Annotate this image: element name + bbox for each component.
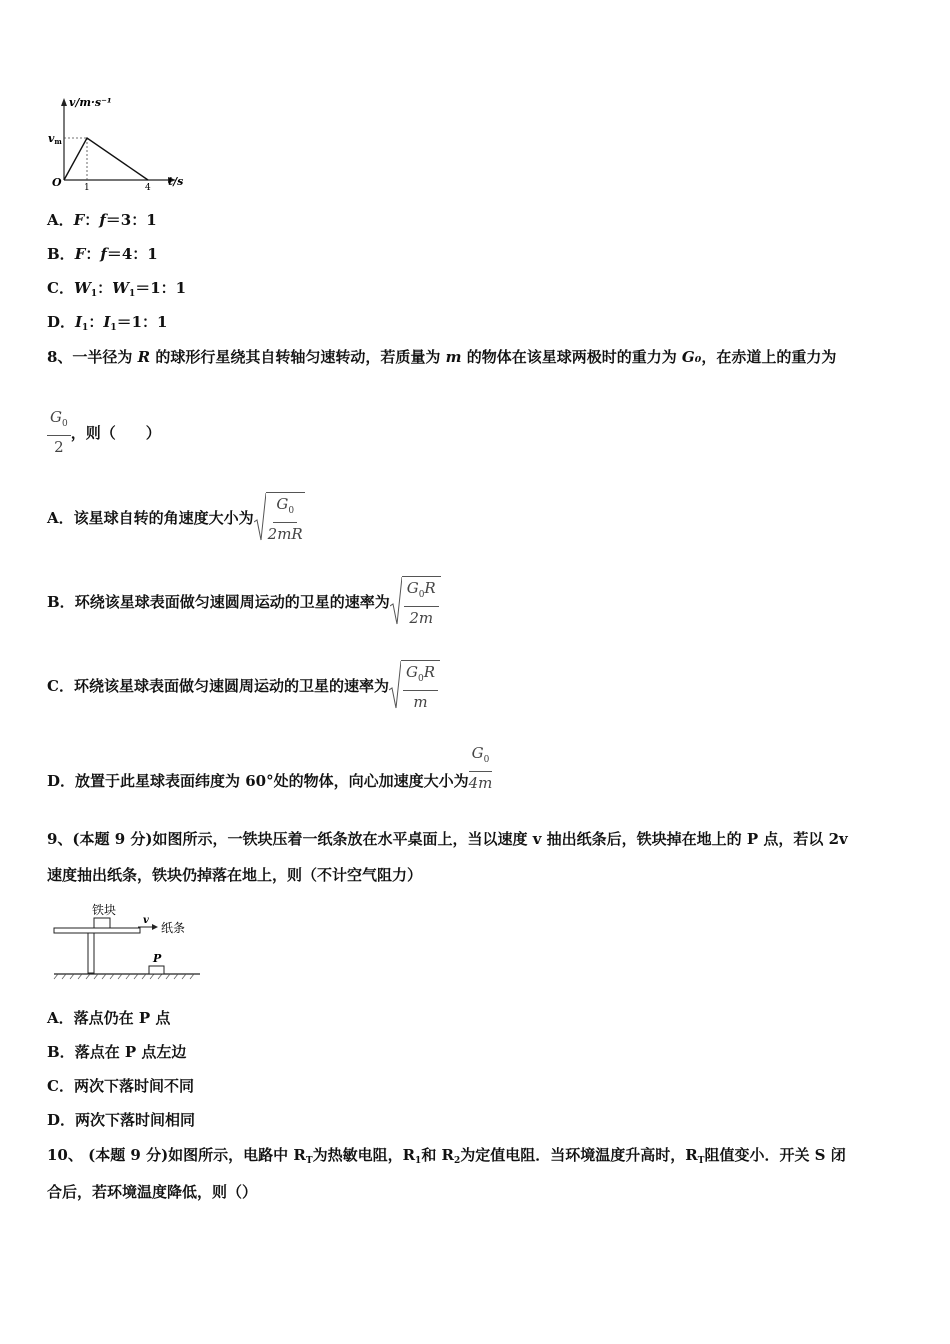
q8-fraction-g0-over-2: $\frac{G_0}{2}$ [47, 408, 71, 456]
q8-option-d-label: D． [47, 772, 76, 790]
table-leg [88, 933, 94, 973]
q7-c-var-2: W [112, 279, 129, 297]
q8-var-m: m [445, 348, 462, 366]
q8-option-d-text: 放置于此星球表面纬度为 60°处的物体，向心加速度大小为 [75, 772, 469, 790]
q9-stem-line-1: 9、(本题 9 分)如图所示，一铁块压着一纸条放在水平桌面上，当以速度 v 抽出纸条后，铁块掉在地上的 P 点，若以 2v [47, 830, 848, 848]
q8-option-b [47, 576, 441, 627]
q10-sub-1: 1 [415, 1156, 422, 1166]
q7-a-sep: ： [84, 211, 100, 229]
q8-var-g0: G₀ [681, 348, 702, 366]
q7-option-b [47, 244, 158, 264]
q8-option-c-label: C． [47, 677, 74, 695]
q9-option-d-text: 两次下落时间相同 [75, 1111, 196, 1129]
q8-option-d-fraction: $\frac{G_0}{4m}$ [468, 744, 493, 792]
q8-stem-line-1 [47, 347, 836, 367]
q10-sub-2: 2 [454, 1156, 461, 1166]
q7-c-sub-2: 1 [128, 289, 136, 299]
q8-option-a-text: 该星球自转的角速度大小为 [73, 509, 254, 527]
q7-b-ratio: ＝4：1 [106, 245, 158, 263]
iron-block [94, 918, 110, 928]
q7-a-ratio: ＝3：1 [105, 211, 157, 229]
table-top [54, 928, 140, 933]
q8-option-b-label: B． [47, 593, 75, 611]
q7-b-sep: ： [85, 245, 101, 263]
q8-var-r: R [137, 348, 151, 366]
q8-option-a [47, 492, 305, 543]
origin-label: O [52, 176, 62, 189]
vm-label: vm [48, 132, 62, 146]
landing-block-p [149, 966, 164, 974]
iron-block-figure [50, 900, 210, 984]
q8-mid-1: 的球形行星绕其自转轴匀速转动，若质量为 [150, 348, 446, 366]
x-tick-1: 1 [84, 183, 90, 193]
velocity-label: v [143, 915, 149, 926]
q9-option-a [47, 1008, 170, 1028]
q10-stem-line-1 [47, 1145, 846, 1171]
q7-option-d-label: D． [47, 313, 76, 331]
q8-option-c [47, 660, 440, 711]
q8-stem-line-2 [47, 408, 161, 456]
q8-mid-2: 的物体在该星球两极时的重力为 [461, 348, 682, 366]
q9-option-b-label: B． [47, 1043, 75, 1061]
q10-part-4: 为定值电阻．当环境温度升高时，R [460, 1146, 698, 1164]
q9-option-b [47, 1042, 186, 1062]
iron-block-label: 铁块 [92, 903, 117, 917]
q9-option-c [47, 1076, 194, 1096]
q7-d-sep: ： [88, 313, 104, 331]
q7-c-var-1: W [73, 279, 91, 297]
q10-part-3: 和 R [421, 1146, 455, 1164]
q7-option-c-label: C． [47, 279, 74, 297]
q8-option-a-label: A． [47, 509, 74, 527]
q7-c-ratio: ＝1：1 [135, 279, 187, 297]
q8-option-b-sqrt: $\frac{G_0R}{2m}$ [390, 576, 441, 627]
q7-a-var-2: f [99, 211, 106, 229]
q10-sub-t: T [305, 1156, 313, 1166]
q8-prefix: 8、一半径为 [47, 348, 138, 366]
q8-stem-tail: ，则（ ） [70, 423, 161, 442]
q7-option-d [47, 312, 168, 338]
q7-option-a-label: A． [47, 211, 74, 229]
q10-stem-line-2: 合后，若环境温度降低，则（） [47, 1183, 258, 1201]
q10-part-2: 为热敏电阻，R [312, 1146, 416, 1164]
q7-b-var-2: f [100, 245, 107, 263]
q8-mid-3: ，在赤道上的重力为 [701, 348, 837, 366]
q9-option-d [47, 1110, 195, 1130]
q9-option-c-label: C． [47, 1077, 74, 1095]
y-axis-label: v/m·s⁻¹ [69, 96, 112, 109]
q8-option-c-sqrt: $\frac{G_0R}{m}$ [389, 660, 440, 711]
q7-c-sep: ： [97, 279, 113, 297]
q7-d-sub-1: 1 [82, 323, 89, 333]
velocity-arrowhead [152, 924, 158, 930]
velocity-curve [64, 138, 148, 180]
q7-b-var-1: F [74, 245, 86, 263]
q9-stem-line-2: 速度抽出纸条，铁块仍掉落在地上，则（不计空气阻力） [47, 866, 423, 884]
q7-a-var-1: F [73, 211, 85, 229]
paper-label: 纸条 [161, 921, 186, 935]
q8-option-b-text: 环绕该星球表面做匀速圆周运动的卫星的速率为 [74, 593, 390, 611]
ground-hatch [54, 974, 194, 979]
q7-option-a [47, 210, 157, 230]
q7-d-var-2: I [103, 313, 111, 331]
x-tick-4: 4 [145, 183, 151, 193]
q9-option-a-label: A． [47, 1009, 74, 1027]
y-axis-arrow [61, 98, 67, 106]
q9-option-a-text: 落点仍在 P 点 [73, 1009, 171, 1027]
point-p-label: P [153, 952, 162, 965]
q7-option-b-label: B． [47, 245, 75, 263]
q8-option-a-sqrt: $\frac{G_0}{2mR}$ [254, 492, 305, 543]
q9-option-b-text: 落点在 P 点左边 [74, 1043, 187, 1061]
x-axis-label: t/s [168, 175, 184, 188]
q9-option-c-text: 两次下落时间不同 [73, 1077, 194, 1095]
q7-option-c [47, 278, 186, 304]
velocity-time-graph [40, 92, 200, 196]
q9-option-d-label: D． [47, 1111, 76, 1129]
q7-c-sub-1: 1 [90, 289, 98, 299]
q7-d-sub-2: 1 [110, 323, 117, 333]
q10-part-1: 10、 (本题 9 分)如图所示，电路中 R [47, 1146, 306, 1164]
q10-part-5: 阻值变小．开关 S 闭 [704, 1146, 846, 1164]
q8-option-d [47, 744, 492, 792]
q7-d-var-1: I [75, 313, 83, 331]
q7-d-ratio: ＝1：1 [116, 313, 168, 331]
q8-option-c-text: 环绕该星球表面做匀速圆周运动的卫星的速率为 [73, 677, 389, 695]
q10-sub-t-2: T [697, 1156, 705, 1166]
